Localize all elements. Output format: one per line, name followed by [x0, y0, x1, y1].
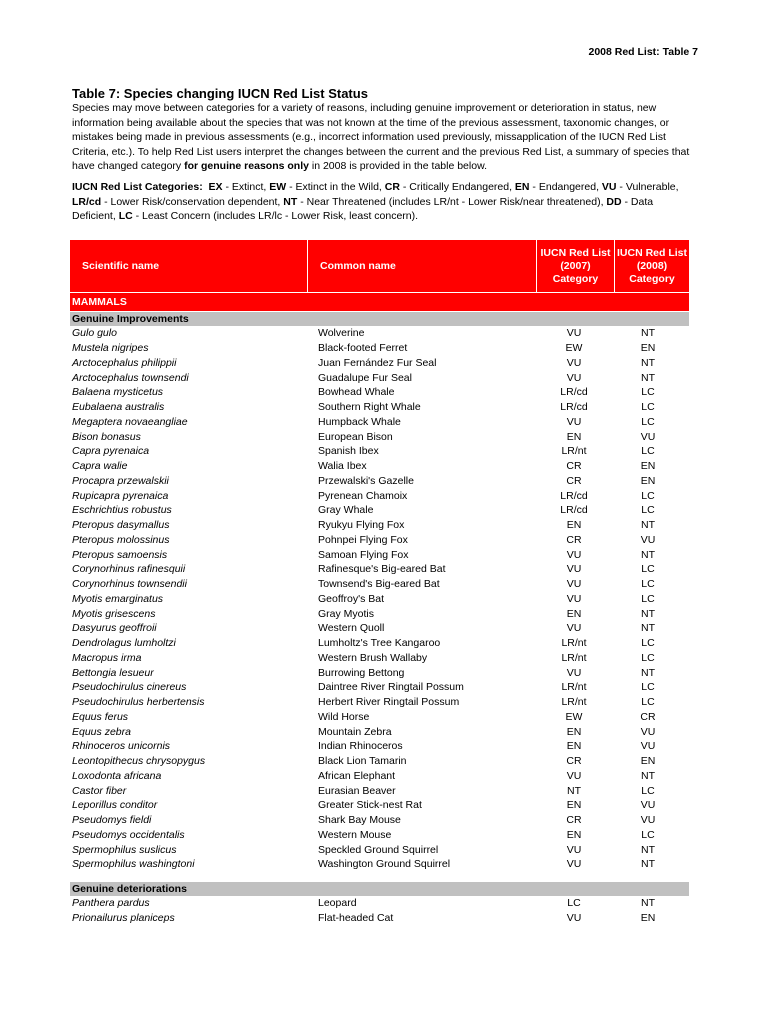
- category-2007-cell: EN: [566, 740, 582, 753]
- scientific-name-cell: Spermophilus suslicus: [72, 843, 177, 856]
- header-category-2007: IUCN Red List (2007) Category: [537, 240, 615, 292]
- common-name-cell: Bowhead Whale: [318, 386, 395, 399]
- category-2007-cell: LR/nt: [561, 681, 587, 694]
- scientific-name-cell: Loxodonta africana: [72, 769, 162, 782]
- species-table: [70, 240, 689, 925]
- common-name-cell: Wolverine: [318, 327, 365, 340]
- scientific-name-cell: Eubalaena australis: [72, 401, 165, 414]
- intro-text-bold: for genuine reasons only: [184, 160, 309, 173]
- scientific-name-cell: Dasyurus geoffroii: [72, 622, 157, 635]
- common-name-cell: Daintree River Ringtail Possum: [318, 681, 464, 694]
- category-2007-cell: EN: [566, 799, 582, 812]
- table-row: [70, 592, 689, 607]
- common-name-cell: Juan Fernández Fur Seal: [318, 356, 437, 369]
- scientific-name-cell: Corynorhinus townsendii: [72, 578, 187, 591]
- category-2007-cell: LR/nt: [561, 696, 587, 709]
- category-2008-cell: NT: [641, 666, 655, 679]
- header-scientific-name: Scientific name: [70, 240, 308, 292]
- scientific-name-cell: Spermophilus washingtoni: [72, 858, 195, 871]
- category-code: EW: [269, 181, 287, 193]
- common-name-cell: European Bison: [318, 430, 393, 443]
- category-2007-cell: VU: [566, 548, 582, 561]
- category-2008-cell: LC: [641, 504, 655, 517]
- table-row: [70, 754, 689, 769]
- category-2008-cell: NT: [641, 356, 655, 369]
- table-row: [70, 665, 689, 680]
- header-category-2008: IUCN Red List (2008) Category: [616, 246, 687, 285]
- category-2007-cell: EW: [565, 342, 583, 355]
- category-2008-cell: VU: [640, 533, 656, 546]
- category-desc: - Data Deficient,: [72, 195, 654, 223]
- subsection-improvements: Genuine Improvements: [70, 312, 689, 326]
- common-name-cell: Shark Bay Mouse: [318, 814, 401, 827]
- scientific-name-cell: Pteropus dasymallus: [72, 519, 170, 532]
- scientific-name-cell: Leporillus conditor: [72, 799, 158, 812]
- improvements-rows: [70, 326, 689, 872]
- scientific-name-cell: Dendrolagus lumholtzi: [72, 637, 176, 650]
- table-row: [70, 370, 689, 385]
- category-2007-cell: EN: [566, 519, 582, 532]
- category-2008-cell: EN: [640, 755, 656, 768]
- table-row: [70, 503, 689, 518]
- category-2008-cell: NT: [641, 897, 655, 910]
- table-row: [70, 385, 689, 400]
- table-row: [70, 724, 689, 739]
- table-row: [70, 857, 689, 872]
- common-name-cell: Western Quoll: [318, 622, 385, 635]
- category-2008-cell: NT: [641, 843, 655, 856]
- table-row: [70, 842, 689, 857]
- category-2008-cell: NT: [641, 607, 655, 620]
- category-2007-cell: CR: [566, 460, 582, 473]
- category-desc: - Least Concern (includes LR/lc - Lower Risk, least concern).: [132, 210, 419, 223]
- table-row: [70, 518, 689, 533]
- scientific-name-cell: Pseudomys occidentalis: [72, 828, 185, 841]
- common-name-cell: Flat-headed Cat: [318, 911, 394, 924]
- category-code: LR/cd: [72, 195, 102, 208]
- category-2007-cell: EN: [566, 430, 582, 443]
- category-2008-cell: LC: [641, 386, 655, 399]
- category-2008-cell: LC: [641, 696, 655, 709]
- category-2008-cell: EN: [640, 460, 656, 473]
- category-2008-cell: EN: [640, 342, 656, 355]
- common-name-cell: Przewalski's Gazelle: [318, 474, 414, 487]
- category-2008-cell: LC: [641, 489, 655, 502]
- scientific-name-cell: Panthera pardus: [72, 897, 150, 910]
- category-2007-cell: CR: [566, 533, 582, 546]
- category-2007-cell: VU: [566, 371, 582, 384]
- scientific-name-cell: Bison bonasus: [72, 430, 141, 443]
- common-name-cell: Western Brush Wallaby: [318, 651, 428, 664]
- scientific-name-cell: Rhinoceros unicornis: [72, 740, 171, 753]
- common-name-cell: Indian Rhinoceros: [318, 740, 403, 753]
- category-2008-cell: NT: [641, 371, 655, 384]
- category-2007-cell: EN: [566, 607, 582, 620]
- category-2008-cell: VU: [640, 799, 656, 812]
- scientific-name-cell: Equus ferus: [72, 710, 129, 723]
- common-name-cell: Gray Whale: [318, 504, 374, 517]
- category-2007-cell: LR/nt: [561, 445, 587, 458]
- category-2007-cell: VU: [566, 769, 582, 782]
- common-name-cell: Guadalupe Fur Seal: [318, 371, 412, 384]
- scientific-name-cell: Mustela nigripes: [72, 342, 149, 355]
- table-row: [70, 562, 689, 577]
- table-row: [70, 533, 689, 548]
- category-code: CR: [384, 181, 400, 193]
- category-2007-cell: EN: [566, 725, 582, 738]
- table-row: [70, 415, 689, 430]
- category-2007-cell: VU: [566, 911, 582, 924]
- scientific-name-cell: Gulo gulo: [72, 327, 117, 340]
- categories-legend: [72, 180, 692, 224]
- scientific-name-cell: Balaena mysticetus: [72, 386, 164, 399]
- common-name-cell: African Elephant: [318, 769, 396, 782]
- scientific-name-cell: Procapra przewalskii: [72, 474, 169, 487]
- scientific-name-cell: Pteropus samoensis: [72, 548, 168, 561]
- common-name-cell: Walia Ibex: [318, 460, 367, 473]
- category-2008-cell: CR: [640, 710, 656, 723]
- table-row: [70, 606, 689, 621]
- category-code: LC: [118, 210, 133, 223]
- common-name-cell: Mountain Zebra: [318, 725, 392, 738]
- category-2008-cell: LC: [641, 828, 655, 841]
- category-2007-cell: VU: [566, 592, 582, 605]
- table-row: [70, 621, 689, 636]
- common-name-cell: Western Mouse: [318, 828, 392, 841]
- scientific-name-cell: Pseudomys fieldi: [72, 814, 152, 827]
- common-name-cell: Burrowing Bettong: [318, 666, 405, 679]
- scientific-name-cell: Rupicapra pyrenaica: [72, 489, 169, 502]
- subsection-deteriorations: Genuine deteriorations: [70, 882, 689, 896]
- category-code: VU: [601, 181, 617, 193]
- common-name-cell: Leopard: [318, 897, 357, 910]
- common-name-cell: Eurasian Beaver: [318, 784, 396, 797]
- table-row: [70, 710, 689, 725]
- common-name-cell: Speckled Ground Squirrel: [318, 843, 439, 856]
- table-row: [70, 695, 689, 710]
- intro-paragraph: [72, 101, 692, 174]
- category-2008-cell: NT: [641, 622, 655, 635]
- category-desc: - Vulnerable,: [616, 181, 679, 193]
- category-2007-cell: LR/cd: [560, 489, 588, 502]
- table-row: [70, 798, 689, 813]
- categories-label: IUCN Red List Categories:: [72, 181, 203, 193]
- table-row: [70, 444, 689, 459]
- table-row: [70, 474, 689, 489]
- common-name-cell: Rafinesque's Big-eared Bat: [318, 563, 446, 576]
- common-name-cell: Geoffroy's Bat: [318, 592, 385, 605]
- common-name-cell: Pyrenean Chamoix: [318, 489, 408, 502]
- intro-text-start: Species may move between categories for a variety of reasons, including genuine improvement or deterioration in status, new information being available about the species that was not known at the time of the previous assessment, taxonomic changes, or mistakes being made in previous assessments (e.g., incorrect information used previously, missapplication of the IUCN Red List Criteria, etc.). To help Red List users interpret the changes between the current and the previous Red List, a summary of species that have changed category: [72, 102, 690, 173]
- category-2007-cell: CR: [566, 814, 582, 827]
- scientific-name-cell: Bettongia lesueur: [72, 666, 154, 679]
- scientific-name-cell: Leontopithecus chrysopygus: [72, 755, 206, 768]
- scientific-name-cell: Myotis emarginatus: [72, 592, 164, 605]
- category-2007-cell: LR/cd: [560, 386, 588, 399]
- category-2008-cell: VU: [640, 740, 656, 753]
- category-code: EX: [208, 181, 223, 193]
- table-row: [70, 356, 689, 371]
- category-2008-cell: VU: [640, 430, 656, 443]
- scientific-name-cell: Megaptera novaeangliae: [72, 415, 188, 428]
- category-2008-cell: NT: [641, 548, 655, 561]
- category-code: EN: [514, 181, 530, 193]
- category-2008-cell: LC: [641, 415, 655, 428]
- category-2008-cell: LC: [641, 681, 655, 694]
- table-row: [70, 769, 689, 784]
- category-2007-cell: VU: [566, 858, 582, 871]
- category-2008-cell: LC: [641, 784, 655, 797]
- category-2008-cell: EN: [640, 474, 656, 487]
- common-name-cell: Humpback Whale: [318, 415, 401, 428]
- common-name-cell: Black-footed Ferret: [318, 342, 408, 355]
- section-mammals: MAMMALS: [70, 293, 689, 311]
- category-2007-cell: VU: [566, 415, 582, 428]
- category-2008-cell: LC: [641, 445, 655, 458]
- table-row: [70, 911, 689, 926]
- category-desc: - Extinct,: [222, 181, 270, 193]
- common-name-cell: Spanish Ibex: [318, 445, 379, 458]
- category-2008-cell: VU: [640, 814, 656, 827]
- scientific-name-cell: Castor fiber: [72, 784, 127, 797]
- category-2007-cell: VU: [566, 356, 582, 369]
- category-2008-cell: NT: [641, 769, 655, 782]
- table-header: [70, 240, 689, 292]
- scientific-name-cell: Pseudochirulus cinereus: [72, 681, 187, 694]
- category-2007-cell: LR/nt: [561, 651, 587, 664]
- category-2007-cell: EW: [565, 710, 583, 723]
- scientific-name-cell: Arctocephalus philippii: [72, 356, 177, 369]
- category-2007-cell: NT: [567, 784, 581, 797]
- category-2007-cell: VU: [566, 843, 582, 856]
- common-name-cell: Herbert River Ringtail Possum: [318, 696, 460, 709]
- category-code: DD: [606, 195, 622, 208]
- scientific-name-cell: Pteropus molossinus: [72, 533, 170, 546]
- category-2008-cell: LC: [641, 637, 655, 650]
- category-code: NT: [283, 195, 298, 208]
- page-header-label: 2008 Red List: Table 7: [588, 46, 698, 58]
- table-row: [70, 400, 689, 415]
- common-name-cell: Samoan Flying Fox: [318, 548, 409, 561]
- category-desc: - Critically Endangered,: [399, 181, 515, 193]
- table-row: [70, 896, 689, 911]
- category-2007-cell: CR: [566, 755, 582, 768]
- scientific-name-cell: Prionailurus planiceps: [72, 911, 175, 924]
- table-row: [70, 326, 689, 341]
- table-row: [70, 651, 689, 666]
- common-name-cell: Washington Ground Squirrel: [318, 858, 451, 871]
- common-name-cell: Black Lion Tamarin: [318, 755, 407, 768]
- table-row: [70, 680, 689, 695]
- category-2007-cell: VU: [566, 578, 582, 591]
- common-name-cell: Gray Myotis: [318, 607, 375, 620]
- table-row: [70, 488, 689, 503]
- category-2008-cell: LC: [641, 578, 655, 591]
- table-row: [70, 459, 689, 474]
- common-name-cell: Lumholtz's Tree Kangaroo: [318, 637, 441, 650]
- scientific-name-cell: Corynorhinus rafinesquii: [72, 563, 186, 576]
- scientific-name-cell: Pseudochirulus herbertensis: [72, 696, 205, 709]
- table-row: [70, 429, 689, 444]
- category-2007-cell: CR: [566, 474, 582, 487]
- table-row: [70, 547, 689, 562]
- table-row: [70, 636, 689, 651]
- header-common-name: Common name: [308, 240, 537, 292]
- deteriorations-rows: [70, 896, 689, 926]
- category-2007-cell: LR/nt: [561, 637, 587, 650]
- category-desc: - Near Threatened (includes LR/nt - Lower Risk/near threatened),: [297, 195, 607, 208]
- scientific-name-cell: Capra walie: [72, 460, 128, 473]
- category-2007-cell: EN: [566, 828, 582, 841]
- intro-text-end: in 2008 is provided in the table below.: [308, 160, 487, 173]
- category-2008-cell: NT: [641, 327, 655, 340]
- common-name-cell: Pohnpei Flying Fox: [318, 533, 408, 546]
- category-desc: - Lower Risk/conservation dependent,: [101, 195, 284, 208]
- table-row: [70, 783, 689, 798]
- table-title: Table 7: Species changing IUCN Red List Status: [72, 86, 368, 101]
- table-row: [70, 813, 689, 828]
- table-row: [70, 341, 689, 356]
- category-2008-cell: NT: [641, 858, 655, 871]
- table-row: [70, 739, 689, 754]
- category-2007-cell: VU: [566, 327, 582, 340]
- table-row: [70, 828, 689, 843]
- common-name-cell: Greater Stick-nest Rat: [318, 799, 422, 812]
- category-2008-cell: EN: [640, 911, 656, 924]
- category-2008-cell: LC: [641, 401, 655, 414]
- category-2007-cell: LR/cd: [560, 401, 588, 414]
- category-2007-cell: VU: [566, 563, 582, 576]
- category-2008-cell: LC: [641, 592, 655, 605]
- scientific-name-cell: Eschrichtius robustus: [72, 504, 172, 517]
- common-name-cell: Southern Right Whale: [318, 401, 421, 414]
- scientific-name-cell: Arctocephalus townsendi: [72, 371, 189, 384]
- category-desc: - Endangered,: [529, 181, 602, 193]
- common-name-cell: Ryukyu Flying Fox: [318, 519, 405, 532]
- category-2008-cell: NT: [641, 519, 655, 532]
- category-2007-cell: VU: [566, 666, 582, 679]
- common-name-cell: Wild Horse: [318, 710, 370, 723]
- category-desc: - Extinct in the Wild,: [286, 181, 385, 193]
- scientific-name-cell: Myotis grisescens: [72, 607, 156, 620]
- scientific-name-cell: Macropus irma: [72, 651, 142, 664]
- scientific-name-cell: Capra pyrenaica: [72, 445, 150, 458]
- category-2008-cell: VU: [640, 725, 656, 738]
- category-2007-cell: LR/cd: [560, 504, 588, 517]
- common-name-cell: Townsend's Big-eared Bat: [318, 578, 440, 591]
- category-2007-cell: LC: [567, 897, 581, 910]
- table-row: [70, 577, 689, 592]
- category-2007-cell: VU: [566, 622, 582, 635]
- category-2008-cell: LC: [641, 563, 655, 576]
- scientific-name-cell: Equus zebra: [72, 725, 131, 738]
- category-2008-cell: LC: [641, 651, 655, 664]
